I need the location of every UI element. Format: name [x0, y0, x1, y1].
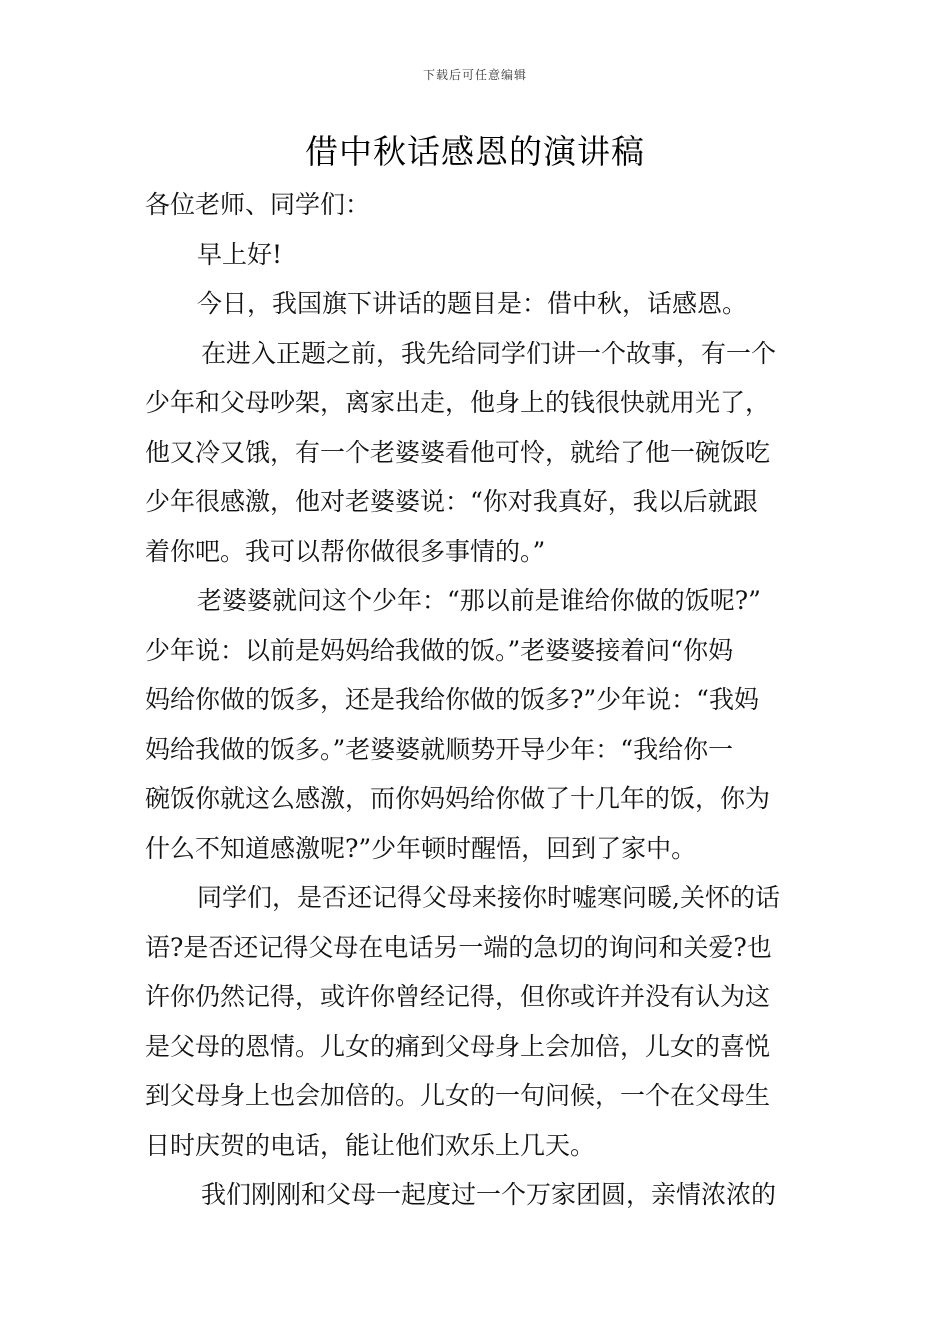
greeting-line: 早上好! — [197, 239, 283, 269]
paragraph-line: 着你吧。我可以帮你做很多事情的。” — [145, 536, 546, 566]
paragraph-line: 什么不知道感激呢?”少年顿时醒悟，回到了家中。 — [145, 833, 697, 863]
paragraph-line: 许你仍然记得，或许你曾经记得，但你或许并没有认为这 — [145, 982, 771, 1011]
paragraph-line: 今日，我国旗下讲话的题目是：借中秋，话感恩。 — [197, 289, 748, 318]
paragraph-line: 同学们，是否还记得父母来接你时嘘寒问暖,关怀的话 — [197, 883, 780, 912]
paragraph-line: 少年和父母吵架，离家出走，他身上的钱很快就用光了， — [145, 388, 771, 417]
paragraph-line: 我们刚刚和父母一起度过一个万家团圆，亲情浓浓的 — [201, 1180, 777, 1209]
paragraph-line: 妈给你做的饭多，还是我给你做的饭多?”少年说：“我妈 — [145, 685, 759, 714]
paragraph-line: 老婆婆就问这个少年：“那以前是谁给你做的饭呢?” — [197, 586, 761, 615]
paragraph-line: 语?是否还记得父母在电话另一端的急切的询问和关爱?也 — [145, 932, 772, 962]
paragraph-line: 在进入正题之前，我先给同学们讲一个故事，有一个 — [201, 338, 777, 368]
paragraph-line: 碗饭你就这么感激，而你妈妈给你做了十几年的饭，你为 — [145, 784, 771, 813]
document-body — [145, 180, 805, 1220]
paragraph-line: 是父母的恩情。儿女的痛到父母身上会加倍，儿女的喜悦 — [145, 1031, 771, 1061]
paragraph-line: 日时庆贺的电话，能让他们欢乐上几天。 — [145, 1130, 596, 1160]
header-note: 下载后可任意编辑 — [422, 68, 527, 82]
paragraph-line: 他又冷又饿，有一个老婆婆看他可怜，就给了他一碗饭吃 — [145, 437, 771, 467]
salutation-line: 各位老师、同学们： — [145, 190, 371, 219]
paragraph-line: 少年很感激，他对老婆婆说：“你对我真好，我以后就跟 — [145, 487, 758, 516]
page-title: 借中秋话感恩的演讲稿 — [305, 132, 645, 171]
paragraph-line: 妈给我做的饭多。”老婆婆就顺势开导少年：“我给你一 — [145, 734, 734, 764]
paragraph-line: 少年说：以前是妈妈给我做的饭。”老婆婆接着问“你妈 — [145, 635, 734, 665]
paragraph-line: 到父母身上也会加倍的。儿女的一句问候，一个在父母生 — [145, 1081, 771, 1110]
